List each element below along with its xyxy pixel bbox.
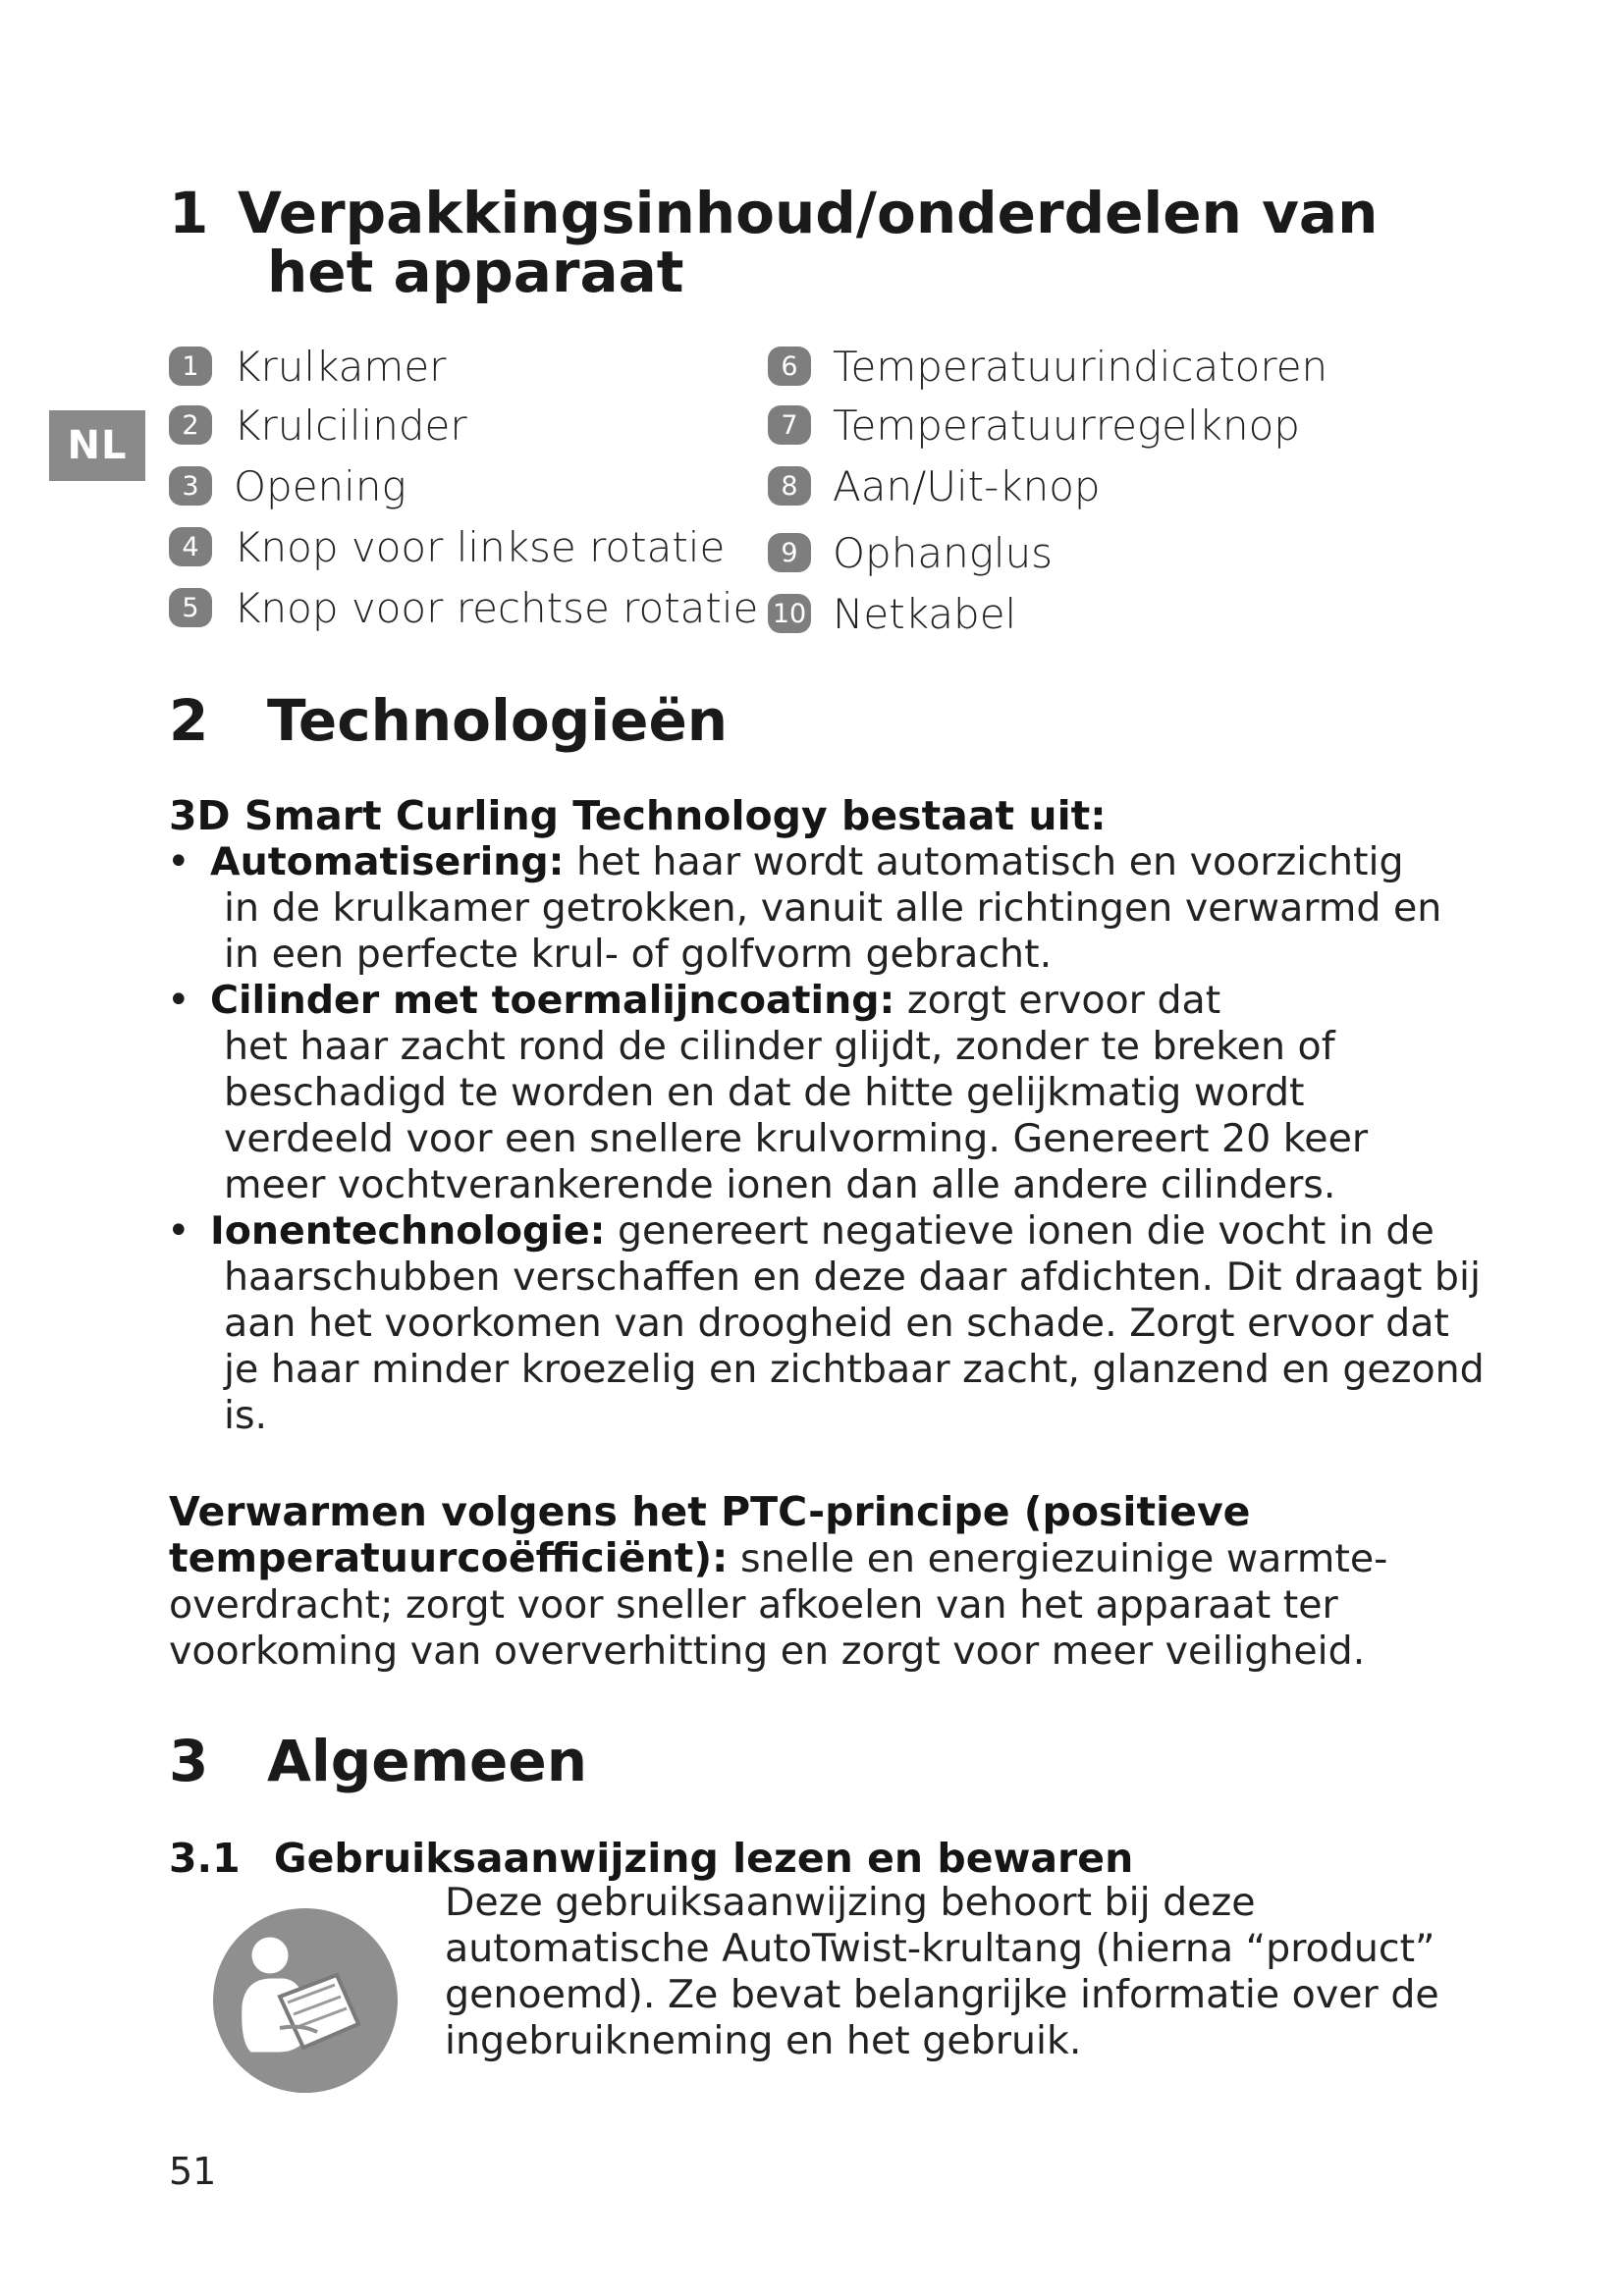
paragraph-line: genoemd). Ze bevat belangrijke informatie over de xyxy=(445,1972,1439,2017)
list-item xyxy=(768,342,1327,391)
bullet-text: aan het voorkomen van droogheid en schade. Zorgt ervoor dat xyxy=(224,1301,1449,1346)
bullet-dot: • xyxy=(167,839,190,884)
ptc-paragraph xyxy=(169,1489,1445,1675)
part-number-badge: 7 xyxy=(768,405,811,445)
part-number-badge: 1 xyxy=(169,347,212,386)
bullet-term: Automatisering: xyxy=(210,839,565,884)
paragraph-line: Deze gebruiksaanwijzing behoort bij deze xyxy=(445,1880,1256,1925)
part-label: Temperatuurindicatoren xyxy=(833,342,1328,391)
paragraph-line: automatische AutoTwist-krultang (hierna “product” xyxy=(445,1926,1435,1971)
list-item xyxy=(169,522,725,571)
list-item xyxy=(768,461,1101,510)
read-manual-icon xyxy=(211,1906,400,2095)
part-number-badge: 10 xyxy=(768,594,811,633)
bullet-text: het haar zacht rond de cilinder glijdt, zonder te breken of xyxy=(224,1024,1335,1069)
bullet-text: in de krulkamer getrokken, vanuit alle richtingen verwarmd en xyxy=(224,885,1442,931)
language-tab: NL xyxy=(49,410,145,481)
part-number-badge: 8 xyxy=(768,466,811,506)
section-3-1-number: 3.1 xyxy=(169,1835,241,1882)
bullet-text: verdeeld voor een snellere krulvorming. Genereert 20 keer xyxy=(224,1116,1369,1161)
ptc-text: snelle en energiezuinige warmte- xyxy=(728,1536,1388,1581)
part-label: Ophanglus xyxy=(833,528,1054,577)
ptc-text: voorkoming van oververhitting en zorgt voor meer veiligheid. xyxy=(169,1629,1366,1674)
section-3-title: Algemeen xyxy=(267,1728,588,1794)
part-number-badge: 6 xyxy=(768,347,811,386)
bullet-text: meer vochtverankerende ionen dan alle andere cilinders. xyxy=(224,1162,1336,1207)
part-number-badge: 9 xyxy=(768,533,811,572)
part-label: Aan/Uit-knop xyxy=(833,461,1101,510)
section-3-heading xyxy=(169,1728,1445,1794)
list-item xyxy=(169,400,467,450)
section-1-number: 1 xyxy=(169,180,209,246)
bullet-text: in een perfecte krul- of golfvorm gebracht. xyxy=(224,932,1053,977)
part-label: Opening xyxy=(234,461,406,510)
section-3-1-title: Gebruiksaanwijzing lezen en bewaren xyxy=(273,1835,1134,1882)
bullet-text: zorgt ervoor dat xyxy=(894,978,1221,1023)
section-2-heading xyxy=(169,687,1445,754)
part-number-badge: 2 xyxy=(169,405,212,445)
technology-subheading: 3D Smart Curling Technology bestaat uit: xyxy=(169,792,1107,839)
ptc-text: overdracht; zorgt voor sneller afkoelen van het apparaat ter xyxy=(169,1582,1338,1628)
bullet-text: het haar wordt automatisch en voorzichtig xyxy=(564,839,1404,884)
part-label: Temperatuurregelknop xyxy=(833,400,1300,450)
list-item xyxy=(169,461,406,510)
part-number-badge: 4 xyxy=(169,527,212,566)
part-label: Knop voor linkse rotatie xyxy=(234,522,726,571)
list-item xyxy=(169,342,446,391)
part-label: Knop voor rechtse rotatie xyxy=(234,583,759,632)
bullet-dot: • xyxy=(167,1208,190,1254)
section-3-1-heading xyxy=(169,1836,1133,1882)
part-label: Krulcilinder xyxy=(234,400,467,450)
section-1-title-line2: het apparaat xyxy=(267,239,684,305)
bullet-text: beschadigd te worden en dat de hitte gelijkmatig wordt xyxy=(224,1070,1305,1115)
bullet-text: haarschubben verschaffen en deze daar afdichten. Dit draagt bij xyxy=(224,1255,1481,1300)
section-1-heading xyxy=(169,180,1445,310)
part-label: Netkabel xyxy=(833,589,1017,638)
bullet-term: Cilinder met toermalijncoating: xyxy=(210,978,895,1023)
ptc-heading-line1: Verwarmen volgens het PTC-principe (positieve xyxy=(169,1488,1251,1535)
section-2-title: Technologieën xyxy=(267,687,729,754)
bullet-term: Ionentechnologie: xyxy=(210,1208,606,1254)
bullet-dot: • xyxy=(167,978,190,1023)
list-item xyxy=(768,589,1016,638)
list-item xyxy=(768,400,1300,450)
section-3-number: 3 xyxy=(169,1728,209,1794)
list-item xyxy=(169,583,758,632)
section-2-number: 2 xyxy=(169,687,209,754)
bullet-text: je haar minder kroezelig en zichtbaar zacht, glanzend en gezond xyxy=(224,1347,1485,1392)
section-1-title-line1: Verpakkingsinhoud/onderdelen van xyxy=(238,180,1379,246)
ptc-heading-line2: temperatuurcoëfficiënt): xyxy=(169,1534,729,1581)
list-item xyxy=(768,528,1053,577)
bullet-text: is. xyxy=(224,1393,268,1438)
part-number-badge: 3 xyxy=(169,466,212,506)
section-3-1-paragraph xyxy=(445,1880,1439,2064)
bullet-text: genereert negatieve ionen die vocht in de xyxy=(605,1208,1435,1254)
page-number: 51 xyxy=(169,2150,217,2193)
part-label: Krulkamer xyxy=(234,342,447,391)
paragraph-line: ingebruikneming en het gebruik. xyxy=(445,2018,1082,2063)
part-number-badge: 5 xyxy=(169,588,212,627)
